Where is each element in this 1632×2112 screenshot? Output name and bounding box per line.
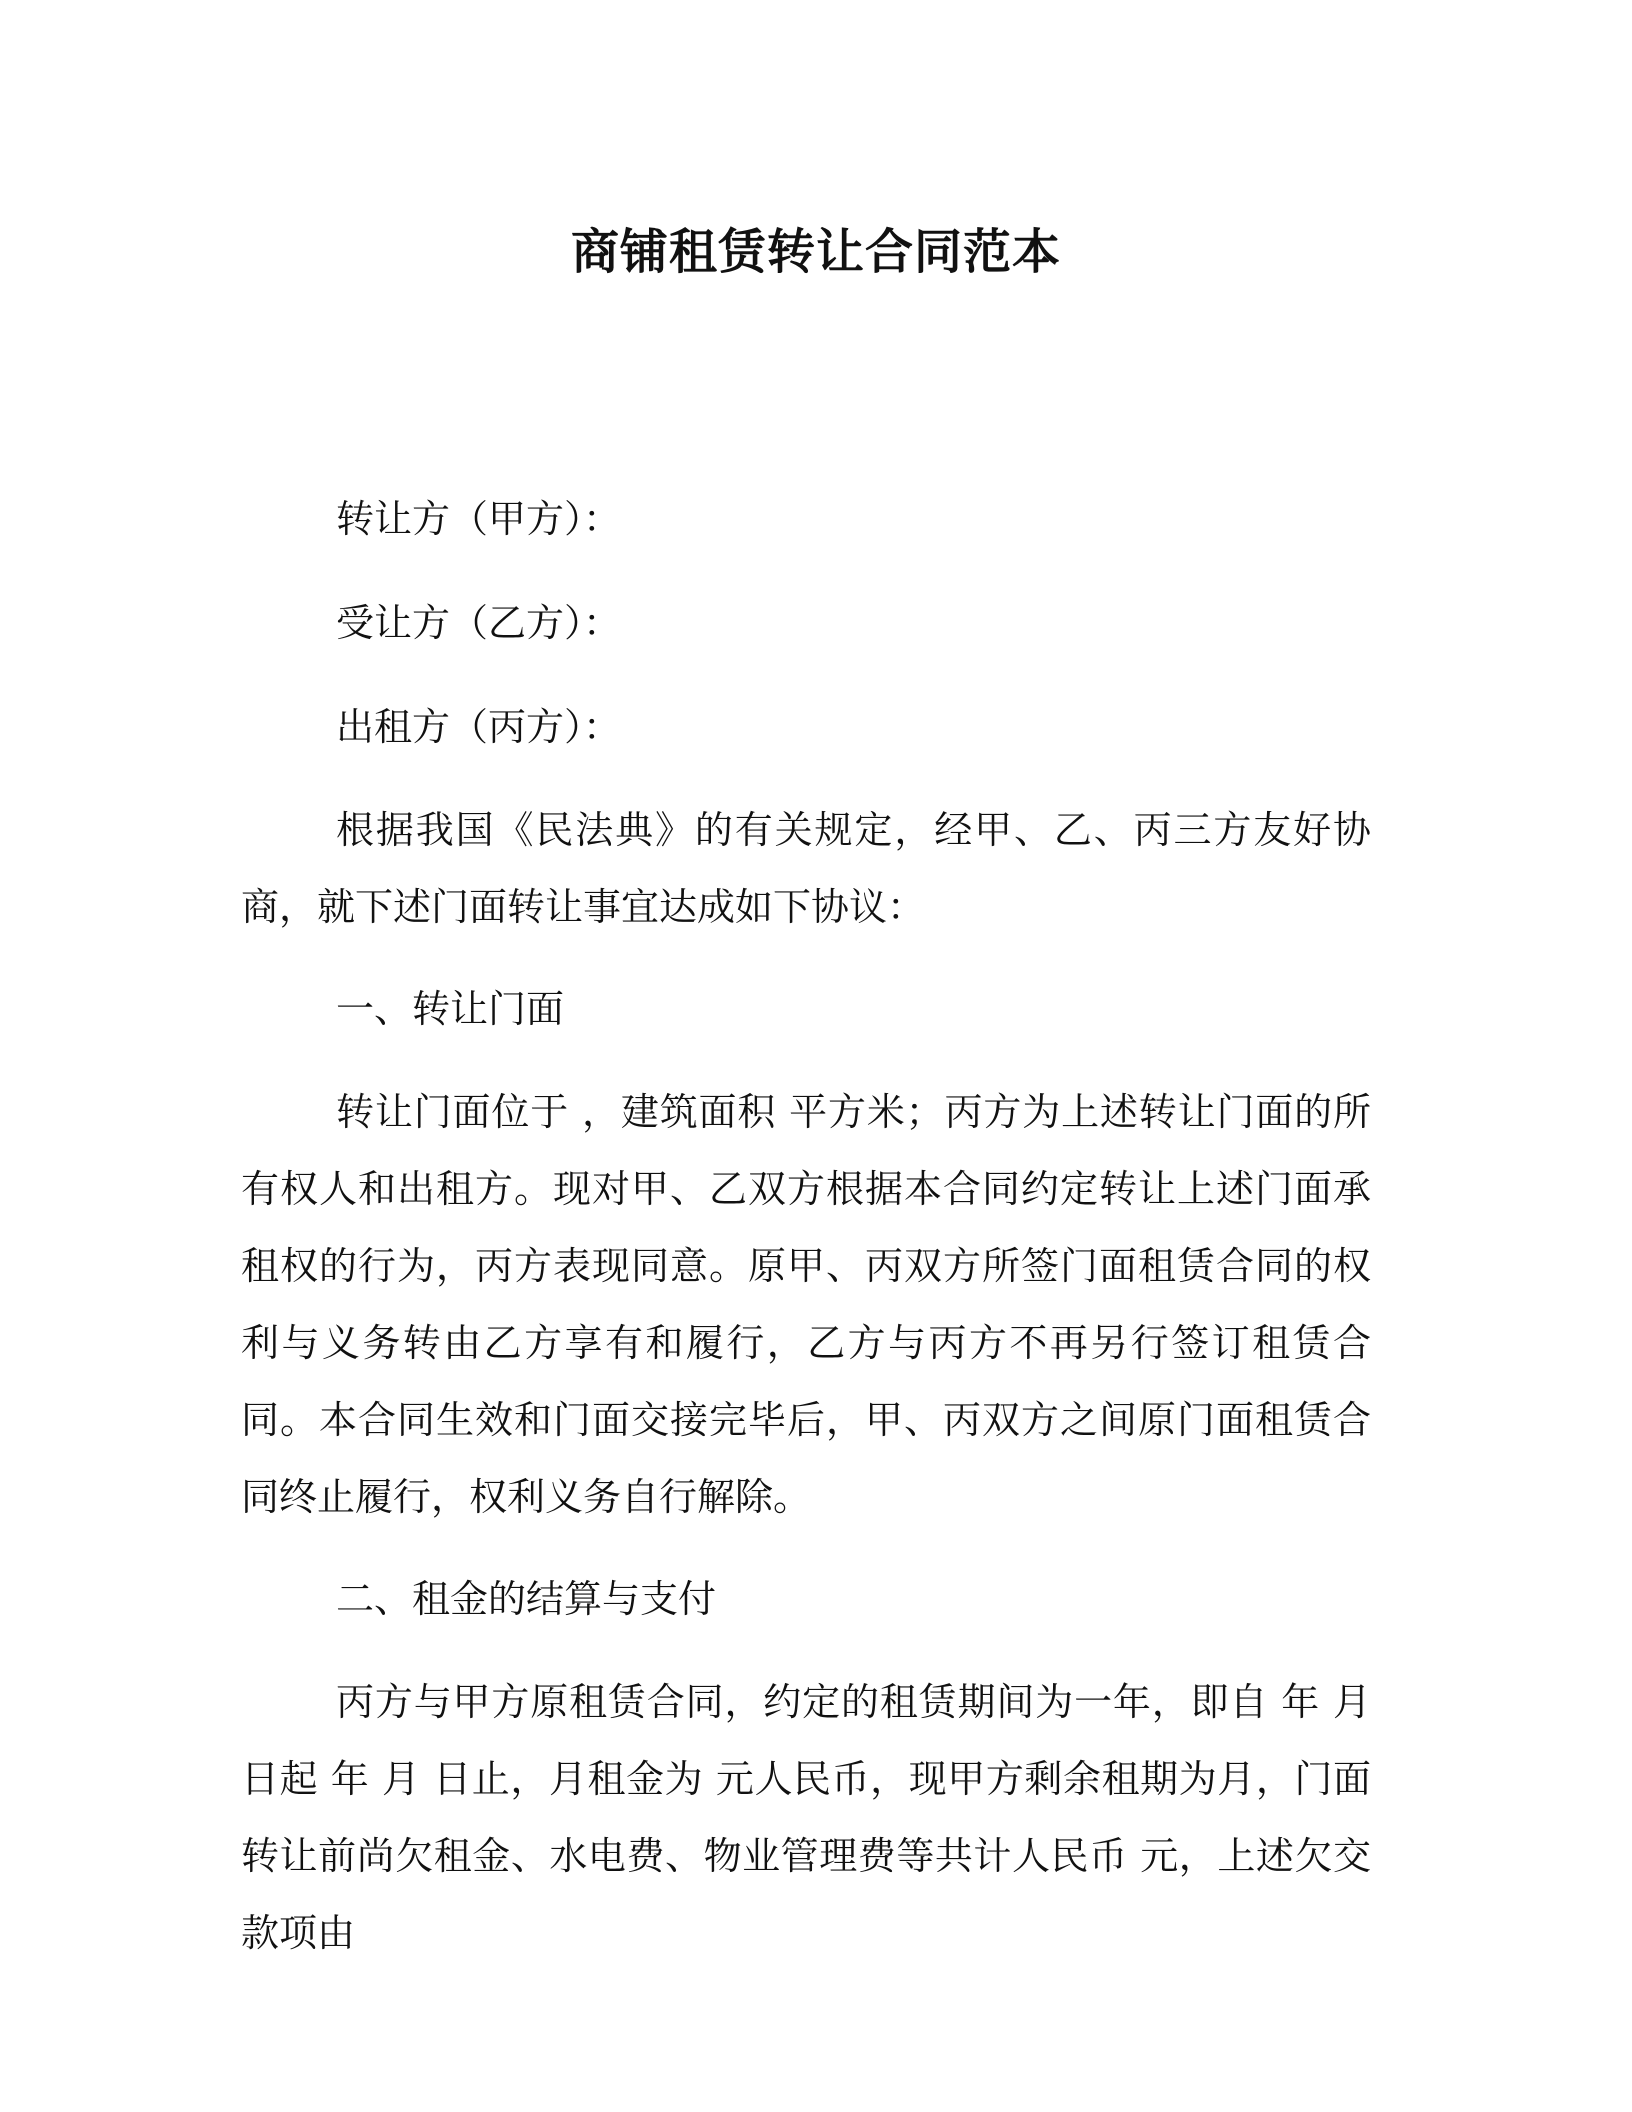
section-2-heading: 二、租金的结算与支付	[336, 1577, 717, 1621]
party-lessor: 出租方（丙方）：	[336, 705, 622, 749]
party-transferor: 转让方（甲方）：	[336, 497, 622, 541]
document-title: 商铺租赁转让合同范本	[570, 224, 1061, 280]
section-1-heading: 一、转让门面	[336, 987, 565, 1031]
preamble-paragraph: 根据我国《民法典》的有关规定，经甲、乙、丙三方友好协商，就下述门面转让事宜达成如下协议：	[241, 808, 1371, 929]
party-transferee: 受让方（乙方）：	[336, 601, 622, 645]
section-1-body: 转让门面位于 ，建筑面积 平方米；丙方为上述转让门面的所有权人和出租方。现对甲、乙双方根据本合同约定转让上述门面承租权的行为，丙方表现同意。原甲、丙双方所签门面租赁合同的权利与义务转由乙方享有和履行，乙方与丙方不再另行签订租赁合同。本合同生效和门面交接完毕后，甲、丙双方之间原门面租赁合同终止履行，权利义务自行解除。	[241, 1090, 1371, 1519]
section-2-body: 丙方与甲方原租赁合同，约定的租赁期间为一年，即自 年 月 日起 年 月 日止，月租金为 元人民币，现甲方剩余租期为月，门面转让前尚欠租金、水电费、物业管理费等共计人民币 元，上述欠交款项由	[241, 1680, 1371, 1955]
